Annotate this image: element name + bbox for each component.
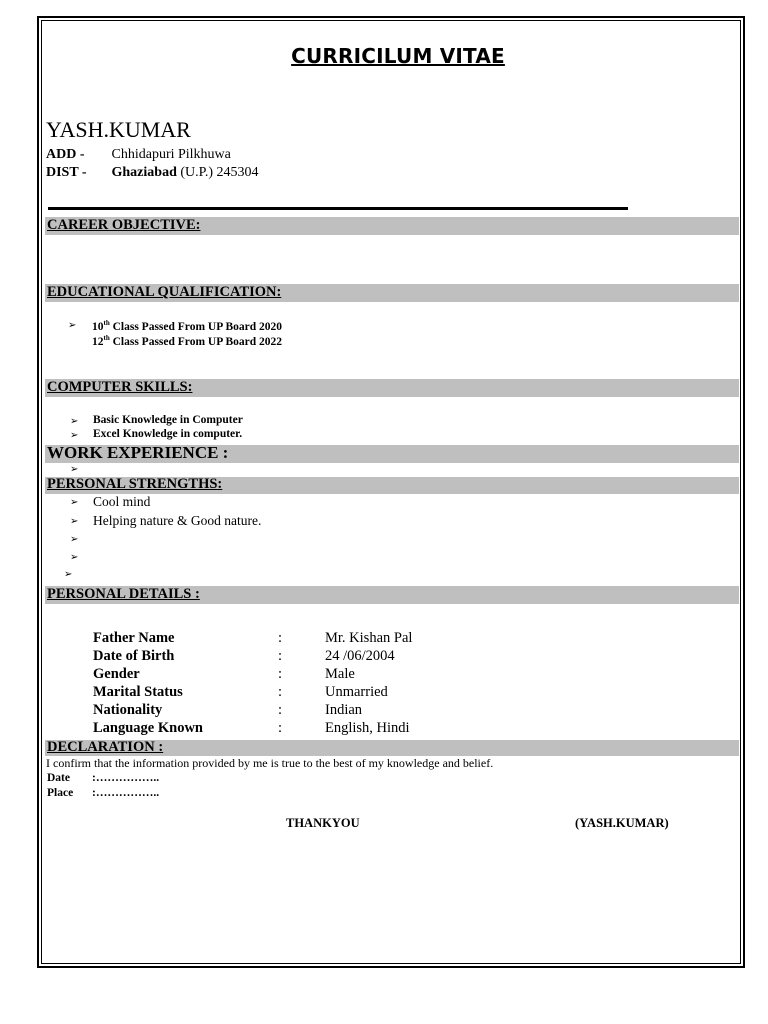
bullet-arrow-icon: ➢ bbox=[68, 320, 77, 331]
thankyou-text: THANKYOU bbox=[286, 816, 360, 830]
section-heading-career: CAREER OBJECTIVE: bbox=[47, 217, 201, 233]
section-heading-work: WORK EXPERIENCE : bbox=[47, 443, 229, 462]
bullet-arrow-icon: ➢ bbox=[70, 497, 79, 508]
computer-skill-item: Basic Knowledge in Computer bbox=[93, 414, 243, 426]
detail-colon: : bbox=[278, 666, 283, 682]
place-value: :…………….. bbox=[92, 787, 160, 799]
computer-skill-item: Excel Knowledge in computer. bbox=[93, 428, 243, 440]
education-text: Class Passed From UP Board 2022 bbox=[109, 335, 283, 348]
section-heading-computer: COMPUTER SKILLS: bbox=[47, 379, 193, 395]
education-item bbox=[92, 334, 282, 348]
bullet-arrow-icon: ➢ bbox=[70, 464, 79, 475]
candidate-name: YASH.KUMAR bbox=[46, 117, 191, 142]
detail-label: Date of Birth bbox=[93, 648, 175, 664]
signature-name: (YASH.KUMAR) bbox=[575, 816, 669, 830]
education-grade: 10 bbox=[92, 320, 104, 333]
detail-value: Indian bbox=[325, 702, 363, 718]
detail-label: Nationality bbox=[93, 702, 163, 718]
address-value: Chhidapuri Pilkhuwa bbox=[111, 147, 231, 162]
education-suffix: th bbox=[103, 319, 110, 327]
bullet-arrow-icon: ➢ bbox=[70, 416, 79, 427]
district-rest: (U.P.) 245304 bbox=[180, 165, 259, 180]
detail-label: Gender bbox=[93, 666, 140, 682]
detail-colon: : bbox=[278, 702, 283, 718]
education-grade: 12 bbox=[92, 335, 104, 348]
detail-value: 24 /06/2004 bbox=[325, 648, 395, 664]
education-item bbox=[92, 319, 282, 333]
education-text: Class Passed From UP Board 2020 bbox=[109, 320, 283, 333]
strength-item: Cool mind bbox=[93, 494, 151, 509]
detail-label: Marital Status bbox=[93, 684, 183, 700]
district-line bbox=[46, 165, 259, 181]
section-heading-education: EDUCATIONAL QUALIFICATION: bbox=[47, 284, 282, 300]
detail-value: Mr. Kishan Pal bbox=[325, 630, 413, 646]
section-heading-details: PERSONAL DETAILS : bbox=[47, 586, 200, 602]
header-divider bbox=[48, 207, 628, 210]
section-heading-strengths: PERSONAL STRENGTHS: bbox=[47, 476, 223, 492]
place-label: Place bbox=[47, 787, 74, 799]
section-heading-declaration: DECLARATION : bbox=[47, 739, 164, 755]
detail-value: Male bbox=[325, 666, 355, 682]
bullet-arrow-icon: ➢ bbox=[70, 534, 79, 545]
detail-label: Father Name bbox=[93, 630, 175, 646]
address-line bbox=[46, 147, 231, 163]
detail-colon: : bbox=[278, 648, 283, 664]
date-label: Date bbox=[47, 772, 70, 784]
detail-colon: : bbox=[278, 684, 283, 700]
district-label: DIST - bbox=[46, 165, 87, 180]
education-suffix: th bbox=[103, 334, 110, 342]
detail-colon: : bbox=[278, 630, 283, 646]
document-title: CURRICILUM VITAE bbox=[291, 44, 505, 68]
detail-value: English, Hindi bbox=[325, 720, 410, 736]
detail-label: Language Known bbox=[93, 720, 203, 736]
address-label: ADD - bbox=[46, 147, 85, 162]
district-city: Ghaziabad bbox=[111, 165, 177, 180]
bullet-arrow-icon: ➢ bbox=[70, 516, 79, 527]
strength-item: Helping nature & Good nature. bbox=[93, 513, 262, 528]
detail-colon: : bbox=[278, 720, 283, 736]
date-value: :…………….. bbox=[92, 772, 160, 784]
declaration-text: I confirm that the information provided by me is true to the best of my knowledge and belief. bbox=[46, 756, 494, 770]
bullet-arrow-icon: ➢ bbox=[70, 552, 79, 563]
bullet-arrow-icon: ➢ bbox=[64, 569, 73, 580]
detail-value: Unmarried bbox=[325, 684, 388, 700]
bullet-arrow-icon: ➢ bbox=[70, 430, 79, 441]
